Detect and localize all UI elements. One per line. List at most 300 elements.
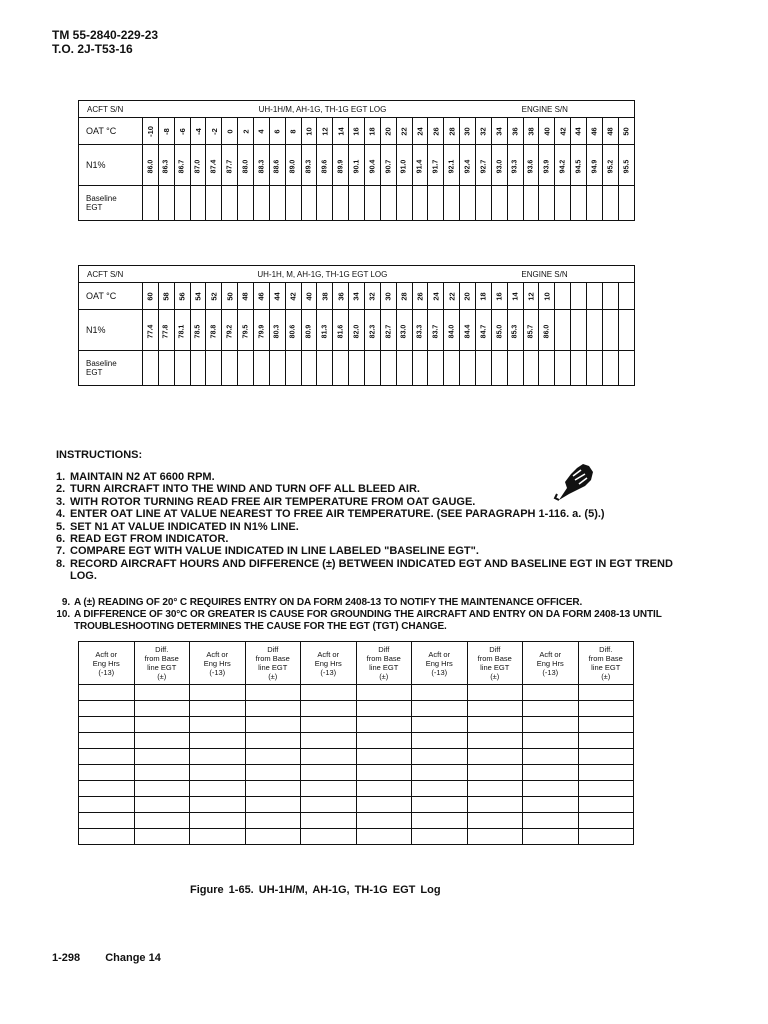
- baseline-cell[interactable]: [143, 351, 159, 386]
- n1-value: 77.8: [162, 324, 170, 338]
- n1-value: 77.4: [146, 324, 154, 338]
- n1-value: 85.3: [511, 324, 519, 338]
- log-title-cell: [79, 266, 635, 283]
- trend-header-line: (-13): [320, 667, 337, 677]
- baseline-cell[interactable]: [365, 351, 381, 386]
- trend-entry-cell[interactable]: [190, 717, 246, 733]
- baseline-cell[interactable]: [491, 186, 507, 221]
- trend-entry-cell[interactable]: [356, 813, 412, 829]
- n1-value: 82.7: [384, 324, 392, 338]
- oat-label: OAT °C: [79, 118, 143, 145]
- baseline-cell[interactable]: [412, 351, 428, 386]
- baseline-cell[interactable]: [428, 186, 444, 221]
- n1-cell: [238, 145, 254, 186]
- trend-entry-cell[interactable]: [79, 829, 135, 845]
- n1-cell: [555, 310, 571, 351]
- engine-sn-label: ENGINE S/N: [521, 269, 568, 279]
- oat-cell: [571, 283, 587, 310]
- acft-sn-label: ACFT S/N: [87, 269, 124, 279]
- trend-header-line: Eng Hrs: [425, 658, 453, 668]
- n1-cell: [222, 145, 238, 186]
- n1-value: 89.0: [289, 159, 297, 173]
- trend-entry-cell[interactable]: [190, 701, 246, 717]
- oat-cell: [301, 283, 317, 310]
- trend-row: [79, 717, 634, 733]
- trend-header-line: from Base: [588, 654, 623, 663]
- oat-value: -4: [193, 127, 203, 135]
- n1-value: 93.3: [511, 159, 519, 173]
- n1-cell: [618, 310, 634, 351]
- baseline-cell[interactable]: [238, 351, 254, 386]
- oat-value: 46: [589, 126, 599, 136]
- n1-value: 92.7: [479, 159, 487, 173]
- oat-cell: [476, 283, 492, 310]
- baseline-label-line2: EGT: [86, 203, 103, 212]
- trend-entry-cell[interactable]: [356, 749, 412, 765]
- trend-entry-cell[interactable]: [523, 829, 579, 845]
- oat-cell: [190, 283, 206, 310]
- oat-value: 16: [494, 291, 504, 301]
- baseline-cell[interactable]: [380, 351, 396, 386]
- trend-entry-cell[interactable]: [578, 701, 634, 717]
- baseline-cell[interactable]: [301, 186, 317, 221]
- trend-entry-cell[interactable]: [134, 717, 190, 733]
- baseline-cell[interactable]: [396, 351, 412, 386]
- baseline-cell[interactable]: [317, 351, 333, 386]
- trend-entry-cell[interactable]: [79, 765, 135, 781]
- baseline-cell[interactable]: [587, 351, 603, 386]
- oat-cell: [444, 118, 460, 145]
- oat-value: 48: [241, 291, 251, 301]
- oat-cell: [412, 283, 428, 310]
- trend-header-line: line EGT: [258, 663, 288, 672]
- oat-value: 14: [510, 291, 520, 301]
- oat-value: 14: [336, 126, 346, 136]
- baseline-cell[interactable]: [158, 351, 174, 386]
- trend-entry-cell[interactable]: [523, 717, 579, 733]
- n1-value: 95.2: [606, 159, 614, 173]
- trend-header-line: (±): [490, 672, 500, 681]
- log-title: UH-1H/M, AH-1G, TH-1G EGT LOG: [258, 104, 387, 114]
- oat-cell: [158, 283, 174, 310]
- trend-header-cell: [578, 642, 634, 685]
- baseline-cell[interactable]: [254, 351, 270, 386]
- trend-entry-cell[interactable]: [245, 685, 301, 701]
- trend-header-line: Eng Hrs: [203, 658, 231, 668]
- baseline-cell[interactable]: [222, 351, 238, 386]
- trend-entry-cell[interactable]: [301, 829, 357, 845]
- oat-value: 44: [574, 126, 584, 136]
- step-text: RECORD AIRCRAFT HOURS AND DIFFERENCE (±) BETWEEN INDICATED EGT AND BASELINE EGT IN EGT TREND LOG.: [70, 557, 673, 583]
- trend-entry-cell[interactable]: [245, 813, 301, 829]
- baseline-cell[interactable]: [491, 351, 507, 386]
- baseline-cell[interactable]: [476, 186, 492, 221]
- trend-entry-cell[interactable]: [412, 797, 468, 813]
- trend-entry-cell[interactable]: [412, 829, 468, 845]
- trend-entry-cell[interactable]: [134, 733, 190, 749]
- trend-entry-cell[interactable]: [190, 781, 246, 797]
- n1-cell: [301, 145, 317, 186]
- step-number: 2.: [56, 483, 66, 496]
- oat-cell: [174, 283, 190, 310]
- trend-entry-cell[interactable]: [301, 797, 357, 813]
- to-number: T.O. 2J-T53-16: [52, 42, 133, 56]
- oat-value: 58: [161, 291, 171, 301]
- n1-cell: [269, 145, 285, 186]
- trend-entry-cell[interactable]: [356, 781, 412, 797]
- instruction-step: [56, 508, 696, 520]
- trend-entry-cell[interactable]: [79, 813, 135, 829]
- oat-cell: [317, 118, 333, 145]
- log-row-n1: [79, 145, 635, 186]
- trend-entry-cell[interactable]: [301, 717, 357, 733]
- trend-entry-cell[interactable]: [245, 781, 301, 797]
- trend-entry-cell[interactable]: [190, 685, 246, 701]
- trend-entry-cell[interactable]: [134, 685, 190, 701]
- trend-entry-cell[interactable]: [467, 813, 523, 829]
- trend-entry-cell[interactable]: [523, 733, 579, 749]
- trend-entry-cell[interactable]: [134, 781, 190, 797]
- trend-entry-cell[interactable]: [245, 733, 301, 749]
- trend-entry-cell[interactable]: [356, 733, 412, 749]
- baseline-cell[interactable]: [507, 186, 523, 221]
- trend-entry-cell[interactable]: [134, 797, 190, 813]
- step-text: TURN AIRCRAFT INTO THE WIND AND TURN OFF ALL BLEED AIR.: [70, 483, 420, 496]
- oat-cell: [143, 118, 159, 145]
- trend-entry-cell[interactable]: [412, 701, 468, 717]
- n1-cell: [206, 145, 222, 186]
- trend-entry-cell[interactable]: [578, 733, 634, 749]
- n1-cell: [285, 310, 301, 351]
- n1-value: 91.0: [400, 159, 408, 173]
- n1-value: 87.7: [226, 159, 234, 173]
- oat-cell: [285, 283, 301, 310]
- log-title-bar: [79, 266, 634, 282]
- trend-row: [79, 797, 634, 813]
- baseline-cell[interactable]: [365, 186, 381, 221]
- trend-entry-cell[interactable]: [79, 733, 135, 749]
- trend-entry-cell[interactable]: [578, 749, 634, 765]
- trend-entry-cell[interactable]: [467, 685, 523, 701]
- baseline-cell[interactable]: [460, 186, 476, 221]
- trend-header-line: (-13): [209, 667, 226, 677]
- trend-entry-cell[interactable]: [356, 685, 412, 701]
- trend-entry-cell[interactable]: [412, 749, 468, 765]
- trend-header-line: Diff.: [599, 645, 613, 654]
- baseline-cell[interactable]: [555, 186, 571, 221]
- n1-cell: [190, 145, 206, 186]
- baseline-cell[interactable]: [428, 351, 444, 386]
- oat-cell: [491, 283, 507, 310]
- trend-entry-cell[interactable]: [301, 781, 357, 797]
- oat-cell: [412, 118, 428, 145]
- change-number: Change 14: [105, 952, 161, 964]
- baseline-cell[interactable]: [460, 351, 476, 386]
- baseline-cell[interactable]: [444, 351, 460, 386]
- trend-entry-cell[interactable]: [523, 749, 579, 765]
- trend-entry-cell[interactable]: [578, 813, 634, 829]
- n1-cell: [396, 310, 412, 351]
- oat-value: 24: [431, 291, 441, 301]
- baseline-cell[interactable]: [349, 186, 365, 221]
- n1-label: N1%: [79, 310, 143, 351]
- n1-cell: [460, 310, 476, 351]
- oat-cell: [190, 118, 206, 145]
- baseline-cell[interactable]: [158, 186, 174, 221]
- baseline-cell[interactable]: [285, 186, 301, 221]
- trend-entry-cell[interactable]: [134, 701, 190, 717]
- baseline-cell[interactable]: [143, 186, 159, 221]
- trend-entry-cell[interactable]: [79, 685, 135, 701]
- trend-entry-cell[interactable]: [523, 685, 579, 701]
- trend-entry-cell[interactable]: [412, 813, 468, 829]
- n1-value: 83.0: [400, 324, 408, 338]
- n1-cell: [380, 145, 396, 186]
- trend-entry-cell[interactable]: [356, 829, 412, 845]
- oat-value: 26: [415, 291, 425, 301]
- n1-cell: [523, 145, 539, 186]
- trend-entry-cell[interactable]: [190, 797, 246, 813]
- trend-entry-cell[interactable]: [578, 829, 634, 845]
- baseline-cell[interactable]: [380, 186, 396, 221]
- n1-value: 92.4: [464, 159, 472, 173]
- baseline-cell[interactable]: [444, 186, 460, 221]
- trend-entry-cell[interactable]: [467, 797, 523, 813]
- oat-value: 28: [399, 291, 409, 301]
- trend-entry-cell[interactable]: [523, 781, 579, 797]
- trend-entry-cell[interactable]: [412, 733, 468, 749]
- oat-value: 28: [447, 126, 457, 136]
- n1-cell: [222, 310, 238, 351]
- log-row-n1: [79, 310, 635, 351]
- oat-cell: [618, 118, 634, 145]
- trend-entry-cell[interactable]: [79, 701, 135, 717]
- baseline-cell[interactable]: [539, 351, 555, 386]
- trend-entry-cell[interactable]: [245, 701, 301, 717]
- trend-entry-cell[interactable]: [356, 797, 412, 813]
- n1-cell: [143, 310, 159, 351]
- trend-entry-cell[interactable]: [190, 733, 246, 749]
- trend-entry-cell[interactable]: [245, 797, 301, 813]
- baseline-cell[interactable]: [206, 186, 222, 221]
- trend-entry-cell[interactable]: [301, 765, 357, 781]
- trend-entry-cell[interactable]: [245, 829, 301, 845]
- trend-entry-cell[interactable]: [467, 781, 523, 797]
- baseline-label-line1: Baseline: [86, 359, 117, 368]
- trend-entry-cell[interactable]: [301, 749, 357, 765]
- n1-value: 90.7: [384, 159, 392, 173]
- baseline-cell[interactable]: [396, 186, 412, 221]
- trend-entry-cell[interactable]: [190, 765, 246, 781]
- baseline-cell[interactable]: [174, 351, 190, 386]
- n1-cell: [158, 310, 174, 351]
- n1-cell: [428, 310, 444, 351]
- trend-header-line: (±): [601, 672, 611, 681]
- baseline-cell[interactable]: [507, 351, 523, 386]
- trend-entry-cell[interactable]: [356, 701, 412, 717]
- trend-entry-cell[interactable]: [356, 765, 412, 781]
- oat-value: -6: [177, 127, 187, 135]
- oat-value: -10: [145, 125, 155, 137]
- trend-entry-cell[interactable]: [245, 749, 301, 765]
- baseline-cell[interactable]: [571, 351, 587, 386]
- n1-cell: [491, 310, 507, 351]
- oat-value: 10: [542, 291, 552, 301]
- trend-entry-cell[interactable]: [578, 781, 634, 797]
- trend-entry-cell[interactable]: [245, 717, 301, 733]
- trend-header-line: Acft or: [539, 649, 562, 659]
- trend-entry-cell[interactable]: [412, 781, 468, 797]
- trend-entry-cell[interactable]: [467, 765, 523, 781]
- baseline-cell[interactable]: [190, 186, 206, 221]
- trend-entry-cell[interactable]: [190, 813, 246, 829]
- trend-entry-cell[interactable]: [79, 717, 135, 733]
- baseline-cell[interactable]: [317, 186, 333, 221]
- baseline-cell[interactable]: [333, 351, 349, 386]
- n1-cell: [238, 310, 254, 351]
- warning-step: [48, 597, 698, 609]
- n1-cell: [190, 310, 206, 351]
- baseline-cell[interactable]: [238, 186, 254, 221]
- trend-entry-cell[interactable]: [523, 765, 579, 781]
- oat-value: 40: [542, 126, 552, 136]
- baseline-cell[interactable]: [523, 351, 539, 386]
- oat-cell: [587, 118, 603, 145]
- n1-value: 83.3: [416, 324, 424, 338]
- n1-value: 78.1: [178, 324, 186, 338]
- n1-cell: [539, 145, 555, 186]
- baseline-cell[interactable]: [269, 351, 285, 386]
- baseline-cell[interactable]: [349, 351, 365, 386]
- n1-value: 89.3: [305, 159, 313, 173]
- trend-entry-cell[interactable]: [356, 717, 412, 733]
- n1-value: 90.1: [353, 159, 361, 173]
- baseline-cell[interactable]: [523, 186, 539, 221]
- trend-entry-cell[interactable]: [578, 717, 634, 733]
- trend-entry-cell[interactable]: [79, 781, 135, 797]
- page-footer: [52, 952, 183, 964]
- n1-cell: [444, 310, 460, 351]
- trend-header-line: line EGT: [147, 663, 177, 672]
- oat-value: 32: [367, 291, 377, 301]
- baseline-cell[interactable]: [206, 351, 222, 386]
- n1-cell: [507, 145, 523, 186]
- trend-entry-cell[interactable]: [245, 765, 301, 781]
- trend-entry-cell[interactable]: [134, 765, 190, 781]
- trend-entry-cell[interactable]: [523, 813, 579, 829]
- oat-value: 40: [304, 291, 314, 301]
- instruction-step: [56, 471, 696, 483]
- baseline-cell[interactable]: [618, 186, 634, 221]
- trend-entry-cell[interactable]: [412, 717, 468, 733]
- n1-cell: [285, 145, 301, 186]
- trend-entry-cell[interactable]: [301, 701, 357, 717]
- trend-entry-cell[interactable]: [467, 701, 523, 717]
- baseline-cell[interactable]: [412, 186, 428, 221]
- trend-entry-cell[interactable]: [578, 797, 634, 813]
- n1-value: 81.3: [321, 324, 329, 338]
- trend-entry-cell[interactable]: [79, 749, 135, 765]
- oat-cell: [587, 283, 603, 310]
- oat-cell: [507, 283, 523, 310]
- baseline-cell[interactable]: [555, 351, 571, 386]
- n1-value: 87.0: [194, 159, 202, 173]
- trend-entry-cell[interactable]: [578, 765, 634, 781]
- n1-cell: [491, 145, 507, 186]
- n1-cell: [428, 145, 444, 186]
- baseline-cell[interactable]: [476, 351, 492, 386]
- n1-value: 86.0: [543, 324, 551, 338]
- baseline-cell[interactable]: [571, 186, 587, 221]
- trend-header-line: (-13): [542, 667, 559, 677]
- trend-entry-cell[interactable]: [301, 813, 357, 829]
- trend-entry-cell[interactable]: [412, 765, 468, 781]
- n1-value: 81.6: [337, 324, 345, 338]
- trend-header-cell: [356, 642, 412, 685]
- oat-value: 26: [431, 126, 441, 136]
- baseline-cell[interactable]: [333, 186, 349, 221]
- trend-entry-cell[interactable]: [578, 685, 634, 701]
- trend-entry-cell[interactable]: [301, 733, 357, 749]
- trend-row: [79, 813, 634, 829]
- trend-entry-cell[interactable]: [523, 797, 579, 813]
- baseline-cell[interactable]: [602, 186, 618, 221]
- baseline-cell[interactable]: [539, 186, 555, 221]
- trend-entry-cell[interactable]: [467, 717, 523, 733]
- baseline-cell[interactable]: [587, 186, 603, 221]
- trend-entry-cell[interactable]: [467, 749, 523, 765]
- baseline-cell[interactable]: [269, 186, 285, 221]
- egt-log-table-2: [78, 265, 635, 386]
- trend-entry-cell[interactable]: [134, 749, 190, 765]
- oat-cell: [206, 283, 222, 310]
- trend-entry-cell[interactable]: [467, 829, 523, 845]
- oat-cell: [365, 283, 381, 310]
- oat-cell: [333, 118, 349, 145]
- oat-value: 20: [463, 291, 473, 301]
- trend-entry-cell[interactable]: [412, 685, 468, 701]
- baseline-cell[interactable]: [174, 186, 190, 221]
- baseline-cell[interactable]: [618, 351, 634, 386]
- n1-value: 79.2: [226, 324, 234, 338]
- trend-entry-cell[interactable]: [190, 749, 246, 765]
- baseline-cell[interactable]: [222, 186, 238, 221]
- trend-entry-cell[interactable]: [79, 797, 135, 813]
- n1-cell: [539, 310, 555, 351]
- baseline-cell[interactable]: [190, 351, 206, 386]
- n1-cell: [349, 310, 365, 351]
- trend-entry-cell[interactable]: [523, 701, 579, 717]
- trend-entry-cell[interactable]: [134, 829, 190, 845]
- n1-value: 86.0: [146, 159, 154, 173]
- step-text: ENTER OAT LINE AT VALUE NEAREST TO FREE AIR TEMPERATURE. (SEE PARAGRAPH 1-116. a. (5).): [70, 508, 605, 521]
- baseline-cell[interactable]: [602, 351, 618, 386]
- trend-entry-cell[interactable]: [134, 813, 190, 829]
- trend-header-line: (±): [157, 672, 167, 681]
- tm-number: TM 55-2840-229-23: [52, 28, 159, 42]
- baseline-label-line2: EGT: [86, 368, 103, 377]
- baseline-cell[interactable]: [254, 186, 270, 221]
- baseline-cell[interactable]: [285, 351, 301, 386]
- trend-header-line: Acft or: [317, 649, 340, 659]
- oat-cell: [428, 283, 444, 310]
- baseline-cell[interactable]: [301, 351, 317, 386]
- trend-entry-cell[interactable]: [467, 733, 523, 749]
- trend-entry-cell[interactable]: [301, 685, 357, 701]
- trend-entry-cell[interactable]: [190, 829, 246, 845]
- n1-cell: [365, 145, 381, 186]
- trend-header-line: from Base: [255, 654, 290, 663]
